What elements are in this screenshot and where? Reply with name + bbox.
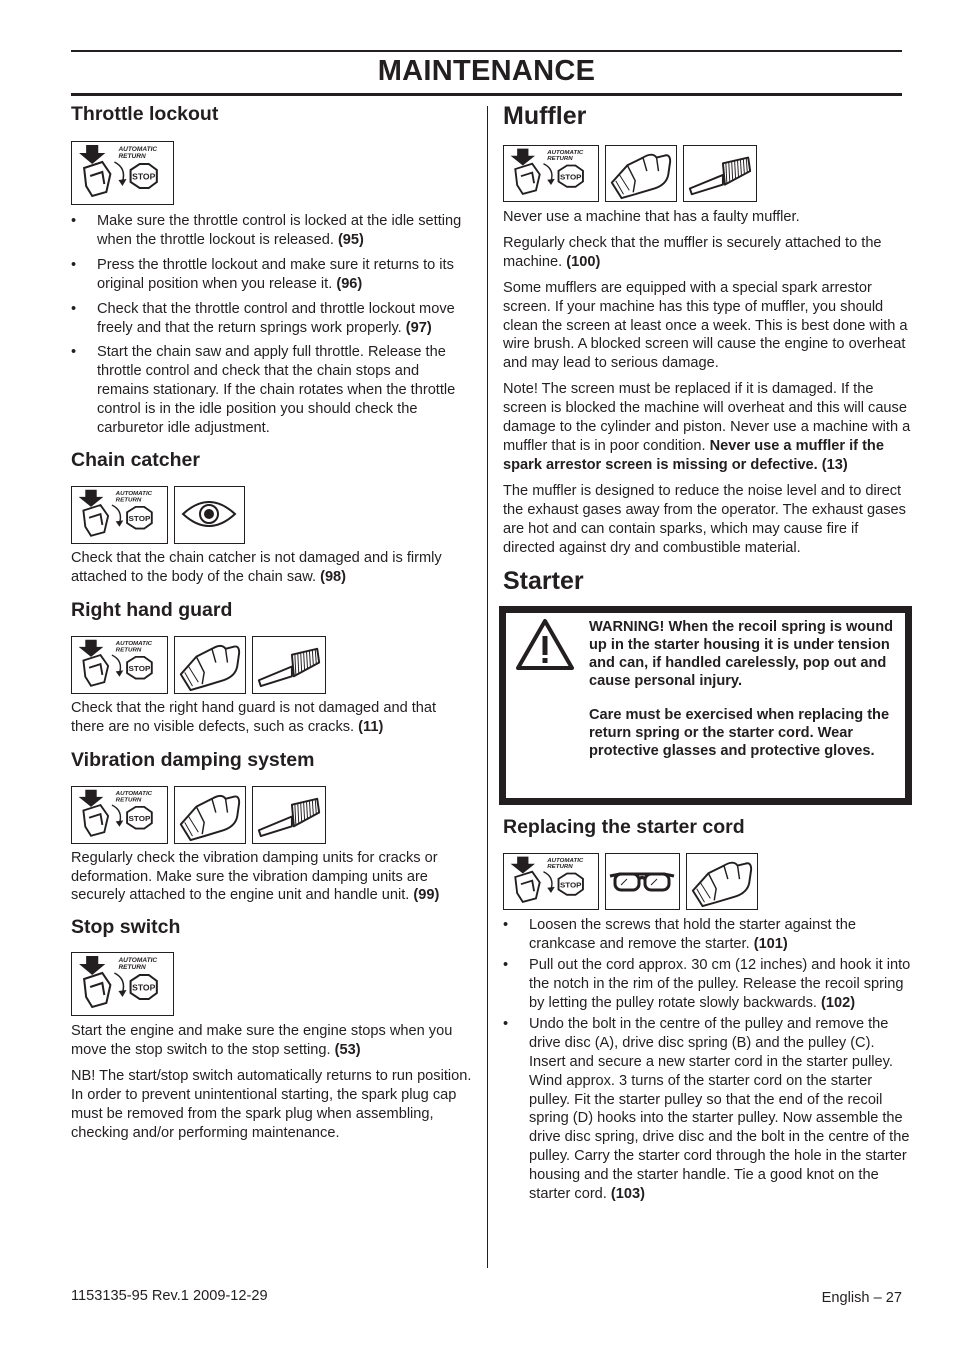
replacing-starter-cord-heading: Replacing the starter cord xyxy=(503,816,745,839)
glove-icon xyxy=(686,853,758,910)
chain-catcher-icons xyxy=(71,486,473,544)
svg-text:RETURN: RETURN xyxy=(118,964,146,972)
svg-text:STOP: STOP xyxy=(128,813,151,823)
svg-text:STOP: STOP xyxy=(128,663,151,673)
warning-care-text: Care must be exercised when replacing the return spring or the starter cord. Wear protective glasses and protective gloves. xyxy=(589,707,890,760)
right-hand-guard-icons xyxy=(71,636,473,694)
muffler-p1: Never use a machine that has a faulty muffler. xyxy=(503,209,800,225)
warning-triangle-icon xyxy=(514,617,576,673)
warning-box xyxy=(499,606,912,805)
list-item: • Start the chain saw and apply full throttle. Release the throttle control and check that the chain stops and remains stationary. If the chain rotates when the throttle control is in the idle position you should check the carburetor idle adjustment. xyxy=(71,343,473,438)
svg-text:STOP: STOP xyxy=(559,172,582,182)
automatic-return-stop-icon xyxy=(71,141,174,205)
muffler-p2: Regularly check that the muffler is securely attached to the machine. (100) xyxy=(503,234,882,270)
automatic-return-stop-icon xyxy=(71,486,168,544)
svg-text:AUTOMATIC: AUTOMATIC xyxy=(115,641,153,647)
svg-text:STOP: STOP xyxy=(559,880,582,890)
muffler-icons xyxy=(503,145,911,202)
throttle-lockout-icons xyxy=(71,141,473,205)
svg-text:AUTOMATIC: AUTOMATIC xyxy=(547,150,584,156)
right-hand-guard-heading: Right hand guard xyxy=(71,598,233,621)
column-divider xyxy=(487,106,488,1268)
svg-text:RETURN: RETURN xyxy=(118,153,146,160)
svg-text:STOP: STOP xyxy=(128,514,151,523)
svg-text:RETURN: RETURN xyxy=(547,156,573,163)
automatic-return-stop-icon xyxy=(71,952,174,1016)
list-item: • Undo the bolt in the centre of the pulley and remove the drive disc (A), drive disc spring (B) and the pulley (C). Insert and secure a new starter cord in the starter pulley. Wind approx. 3 turns of the starter cord on the starter pulley. Fit the starter pulley so that the end of the recoil spring (D) hooks into the starter pulley. Now assemble the drive disc spring, drive disc and the bolt in the centre of the pulley. Carry the starter cord through the hole in the starter housing and the starter handle. Tie a good knot on the starter cord. (103) xyxy=(503,1015,911,1204)
automatic-return-stop-icon xyxy=(503,145,599,202)
stop-switch-note: NB! The start/stop switch automatically returns to run position. In order to prevent unintentional starting, the spark plug cap must be removed from the spark plug when assembling, checking and/or performing maintenance. xyxy=(71,1068,472,1141)
title-underline xyxy=(71,93,902,96)
starter-heading: Starter xyxy=(503,567,584,596)
glove-icon xyxy=(174,786,246,844)
list-item: • Check that the throttle control and throttle lockout move freely and that the return springs work properly. (97) xyxy=(71,300,473,338)
muffler-p3: Some mufflers are equipped with a special spark arrestor screen. If your machine has this type of muffler, you should clean the screen at least once a week. This is best done with a wire brush. A blocked screen will cause the engine to overheat and may lead to serious damage. xyxy=(503,279,908,372)
svg-text:AUTOMATIC: AUTOMATIC xyxy=(547,858,584,865)
svg-text:RETURN: RETURN xyxy=(115,647,142,654)
throttle-lockout-heading: Throttle lockout xyxy=(71,103,219,125)
stop-switch-text: Start the engine and make sure the engine stops when you move the stop switch to the stop setting. (53) xyxy=(71,1023,453,1059)
glove-icon xyxy=(174,636,246,694)
starter-cord-list xyxy=(503,916,911,1204)
list-item: • Loosen the screws that hold the starter against the crankcase and remove the starter. (101) xyxy=(503,916,911,954)
file-tool-icon xyxy=(252,786,326,844)
svg-text:AUTOMATIC: AUTOMATIC xyxy=(115,790,153,797)
svg-text:STOP: STOP xyxy=(132,171,156,182)
stop-switch-icons xyxy=(71,952,473,1016)
stop-switch-heading: Stop switch xyxy=(71,916,181,939)
wire-brush-icon xyxy=(683,145,757,202)
page-number: English – 27 xyxy=(821,1290,902,1306)
glove-icon xyxy=(605,145,677,202)
svg-text:RETURN: RETURN xyxy=(115,797,142,803)
list-item: • Make sure the throttle control is locked at the idle setting when the throttle lockout is released. (95) xyxy=(71,212,473,250)
file-tool-icon xyxy=(252,636,326,694)
top-rule xyxy=(71,50,902,52)
list-item: • Press the throttle lockout and make sure it returns to its original position when you release it. (96) xyxy=(71,256,473,294)
chain-catcher-heading: Chain catcher xyxy=(71,448,200,471)
page-title: MAINTENANCE xyxy=(377,55,596,87)
chain-catcher-text: Check that the chain catcher is not damaged and is firmly attached to the body of the chain saw. (98) xyxy=(71,549,442,585)
left-column xyxy=(71,100,473,1143)
svg-text:RETURN: RETURN xyxy=(547,864,573,871)
muffler-heading: Muffler xyxy=(503,102,587,130)
svg-text:AUTOMATIC: AUTOMATIC xyxy=(115,491,153,498)
vibration-damping-text: Regularly check the vibration damping units for cracks or deformation. Make sure the vibration damping units are securely attached to the engine unit and handle unit. (99) xyxy=(71,849,440,904)
list-item: • Pull out the cord approx. 30 cm (12 inches) and hook it into the notch in the rim of the pulley. Release the recoil spring by letting the pulley rotate slowly backwards. (102) xyxy=(503,956,911,1013)
automatic-return-stop-icon xyxy=(71,786,168,844)
svg-text:STOP: STOP xyxy=(132,982,156,993)
vibration-damping-heading: Vibration damping system xyxy=(71,748,315,771)
warning-text: WARNING! When the recoil spring is wound up in the starter housing it is under tension and can, if handled carelessly, pop out and cause personal injury. xyxy=(589,619,894,690)
throttle-lockout-list xyxy=(71,212,473,438)
protective-glasses-icon xyxy=(605,853,680,910)
right-column xyxy=(503,100,911,1204)
svg-text:RETURN: RETURN xyxy=(115,497,142,504)
eye-inspection-icon xyxy=(174,486,245,544)
svg-text:AUTOMATIC: AUTOMATIC xyxy=(118,146,158,153)
svg-text:AUTOMATIC: AUTOMATIC xyxy=(118,957,158,965)
automatic-return-stop-icon xyxy=(503,853,599,910)
automatic-return-stop-icon xyxy=(71,636,168,694)
starter-cord-icons xyxy=(503,853,911,910)
right-hand-guard-text: Check that the right hand guard is not damaged and that there are no visible defects, such as cracks. (11) xyxy=(71,699,437,735)
document-id: 1153135-95 Rev.1 2009-12-29 xyxy=(71,1288,268,1304)
muffler-p5: The muffler is designed to reduce the noise level and to direct the exhaust gases away from the operator. The exhaust gases are hot and can contain sparks, which may cause fire if directed against dry and combustible material. xyxy=(503,482,906,556)
muffler-p4: Note! The screen must be replaced if it is damaged. If the screen is blocked the machine will overheat and this will cause damage to the cylinder and piston. Never use a machine with a muffler that is in poor condition. Never use a muffler if the spark arrestor screen is missing or defective. (13) xyxy=(503,381,911,473)
vibration-damping-icons xyxy=(71,786,473,844)
